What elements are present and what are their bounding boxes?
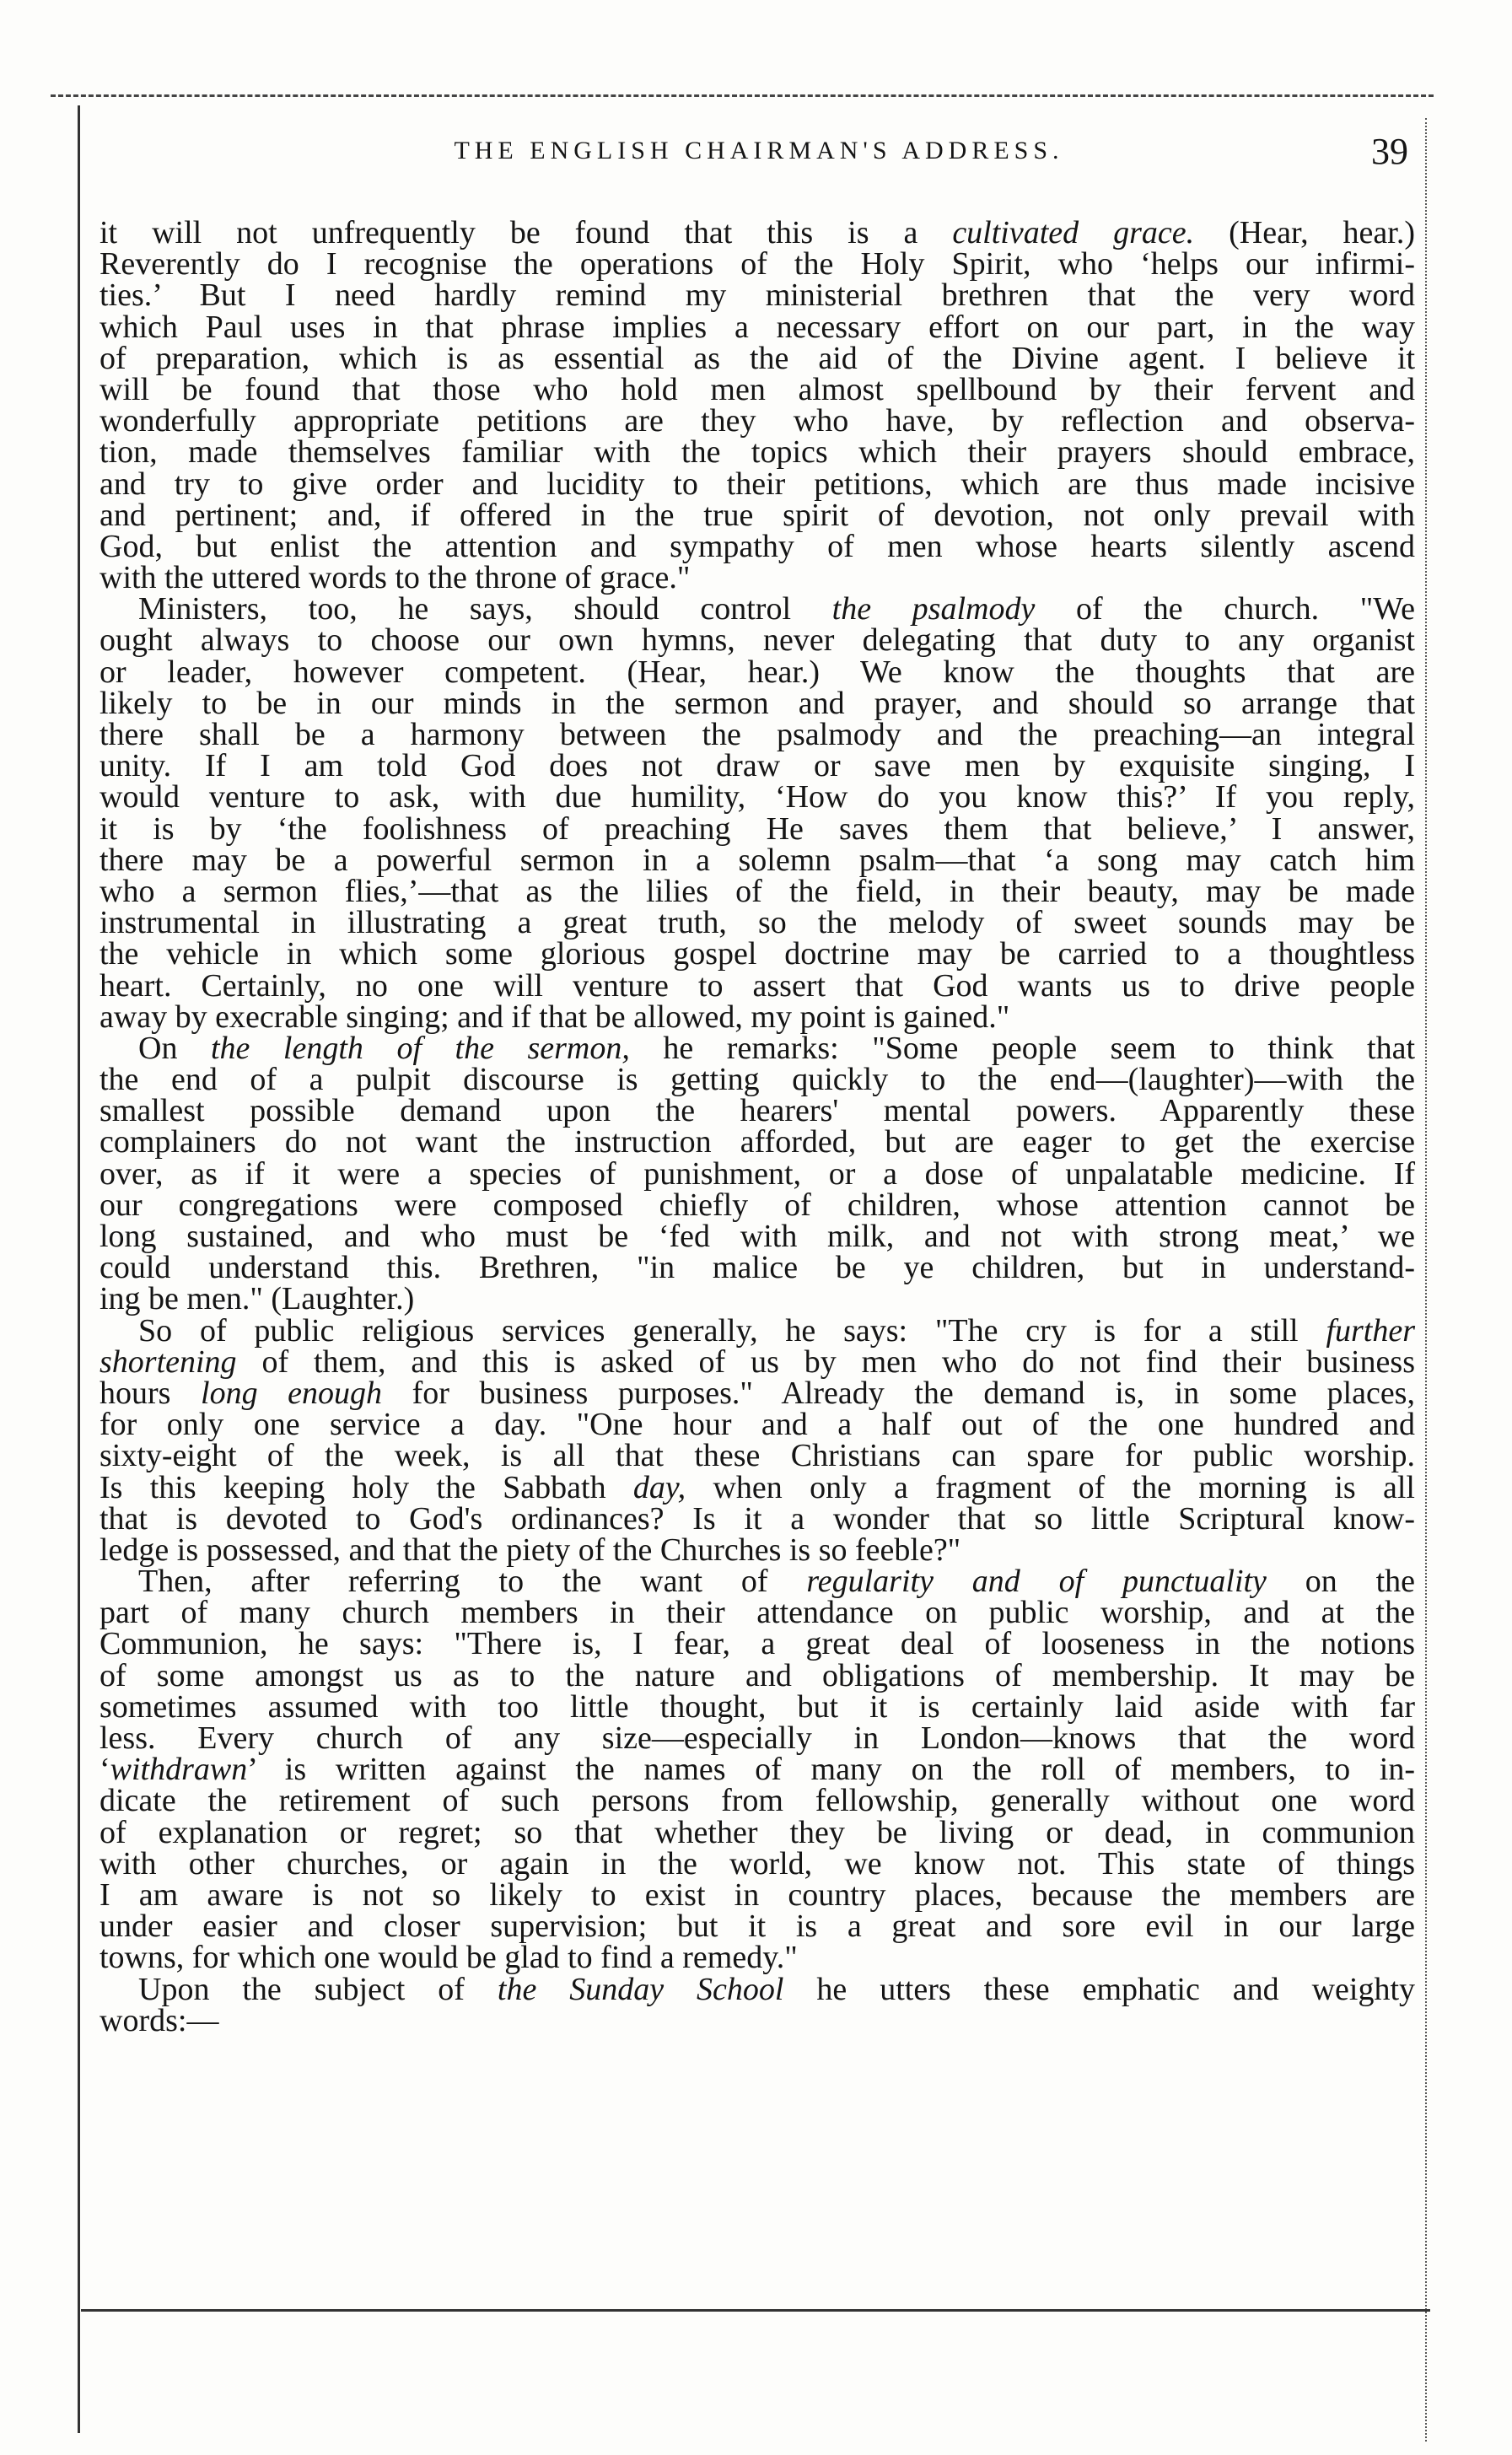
text-run: words:— <box>100 2002 219 2038</box>
text-line <box>100 1876 1415 1913</box>
text-run: away by execrable singing; and if that be allowed, my point is gained." <box>100 999 1010 1035</box>
text-run: would venture to ask, with due humility, ‘How do you know this?’ If you reply, <box>100 779 1415 816</box>
text-line <box>100 309 1415 345</box>
text-line <box>100 1343 1415 1380</box>
top-border-rule <box>51 94 1434 97</box>
text-line <box>100 1030 1415 1066</box>
text-line <box>100 654 1415 690</box>
italic-text: regularity and of punctuality <box>806 1564 1267 1600</box>
text-run: sometimes assumed with too little thought, but it is certainly laid aside with far <box>100 1688 1415 1725</box>
text-line <box>100 277 1415 314</box>
text-line <box>100 1440 1415 1472</box>
text-run: God, but enlist the attention and sympathy of men whose hearts silently ascend <box>100 528 1415 564</box>
text-line <box>100 1785 1415 1817</box>
text-line <box>100 1312 1415 1349</box>
text-run: I am aware is not so likely to exist in country places, because the members are <box>100 1876 1415 1913</box>
text-line <box>100 1500 1415 1537</box>
text-line <box>100 719 1415 751</box>
bottom-border-rule <box>81 2309 1430 2312</box>
text-run: our congregations were composed chiefly of children, whose attention cannot be <box>100 1187 1415 1223</box>
text-run: he utters these emphatic and weighty <box>783 1971 1416 2007</box>
text-line <box>100 1720 1415 1756</box>
text-run: he remarks: "Some people seem to think that <box>629 1030 1415 1066</box>
text-line <box>100 622 1415 659</box>
text-run: for only one service a day. "One hour and a half out of the one hundred and <box>100 1407 1415 1443</box>
left-border-rule <box>78 105 80 2433</box>
italic-text: further <box>1326 1312 1415 1349</box>
text-line <box>100 1626 1415 1662</box>
text-run: will be found that those who hold men almost spellbound by their fervent and <box>100 371 1415 407</box>
italic-text: the psalmody <box>831 591 1036 627</box>
text-line <box>100 1940 1415 1976</box>
text-run: Communion, he says: "There is, I fear, a great deal of looseness in the notions <box>100 1626 1415 1662</box>
text-run: of some amongst us as to the nature and obligations of membership. It may be <box>100 1657 1415 1693</box>
text-line <box>100 215 1415 250</box>
text-line <box>100 560 1415 596</box>
page-number: 39 <box>1371 131 1408 172</box>
text-run: with the uttered words to the throne of grace." <box>100 560 691 596</box>
text-run: wonderfully appropriate petitions are they who have, by reflection and observa- <box>100 403 1415 439</box>
text-run: sixty-eight of the week, is all that these Christians can spare for public worship. <box>100 1438 1415 1474</box>
text-run: long sustained, and who must be ‘fed with milk, and not with strong meat,’ we <box>100 1219 1415 1254</box>
text-line <box>100 1564 1415 1600</box>
right-border-rule <box>1425 118 1427 2442</box>
text-line <box>100 810 1415 847</box>
text-run: On <box>138 1030 211 1066</box>
text-run: it is by ‘the foolishness of preaching He saves them that believe,’ I answer, <box>100 810 1415 847</box>
text-line <box>100 685 1415 721</box>
text-run: unity. If I am told God does not draw or save men by exquisite singing, I <box>100 748 1415 784</box>
text-line <box>100 748 1415 784</box>
text-run: with other churches, or again in the world, we know not. This state of things <box>100 1845 1415 1882</box>
text-line <box>100 371 1415 407</box>
text-line <box>100 1124 1415 1160</box>
text-line <box>100 936 1415 972</box>
text-run: less. Every church of any size—especially in London—knows that the word <box>100 1720 1415 1756</box>
text-run: heart. Certainly, no one will venture to assert that God wants us to drive people <box>100 967 1415 1004</box>
italic-text: withdrawn <box>110 1752 248 1788</box>
article-body <box>100 215 1416 2038</box>
page-header <box>101 131 1417 179</box>
text-run: of preparation, which is as essential as the aid of the Divine agent. I believe it <box>100 340 1415 376</box>
text-run: there shall be a harmony between the psalmody and the preaching—an integral <box>100 717 1415 752</box>
italic-text: cultivated grace. <box>952 215 1195 250</box>
italic-text: day, <box>632 1469 686 1505</box>
text-line <box>100 1657 1415 1693</box>
italic-text: long enough <box>201 1375 383 1411</box>
text-run: and pertinent; and, if offered in the true spirit of devotion, not only prevail with <box>100 497 1415 533</box>
text-line <box>100 591 1415 627</box>
text-run: instrumental in illustrating a great truth, so the melody of sweet sounds may be <box>100 905 1415 941</box>
text-run: (Hear, hear.) <box>1194 215 1415 250</box>
italic-text: shortening <box>100 1343 237 1380</box>
text-run: could understand this. Brethren, "in malice be ye children, but in understand- <box>100 1250 1415 1286</box>
text-run: ing be men." (Laughter.) <box>100 1281 415 1317</box>
text-line <box>100 1281 1415 1317</box>
text-run: Upon the subject of <box>138 1971 498 2007</box>
text-line <box>100 1597 1415 1629</box>
text-line <box>100 1814 1415 1850</box>
text-run: likely to be in our minds in the sermon and prayer, and should so arrange that <box>100 685 1415 721</box>
text-run: or leader, however competent. (Hear, hear.) We know the thoughts that are <box>100 654 1415 690</box>
text-run: who a sermon flies,’—that as the lilies of the field, in their beauty, may be made <box>100 873 1415 909</box>
text-run: which Paul uses in that phrase implies a necessary effort on our part, in the way <box>100 309 1415 345</box>
text-line <box>100 497 1415 533</box>
text-line <box>100 1093 1415 1129</box>
text-run: under easier and closer supervision; but it is a great and sore evil in our large <box>100 1909 1415 1945</box>
text-run: So of public religious services generally, he says: "The cry is for a still <box>138 1312 1326 1349</box>
text-run: of explanation or regret; so that whether they be living or dead, in communion <box>100 1814 1415 1850</box>
text-run: the end of a pulpit discourse is getting quickly to the end—(laughter)—with the <box>100 1062 1415 1098</box>
text-line <box>100 779 1415 816</box>
text-line <box>100 466 1415 502</box>
text-line <box>100 1845 1415 1882</box>
text-line <box>100 873 1415 909</box>
text-run: dicate the retirement of such persons from fellowship, generally without one word <box>100 1783 1415 1819</box>
text-line <box>100 1252 1415 1284</box>
text-run: towns, for which one would be glad to find a remedy." <box>100 1940 798 1976</box>
text-run: smallest possible demand upon the hearers' mental powers. Apparently these <box>100 1093 1415 1129</box>
text-line <box>100 1752 1415 1788</box>
text-line <box>100 403 1415 439</box>
text-run: tion, made themselves familiar with the topics which their prayers should embrace, <box>100 434 1415 471</box>
italic-text: the length of the sermon, <box>210 1030 630 1066</box>
text-run: complainers do not want the instruction afforded, but are eager to get the exercise <box>100 1124 1415 1160</box>
text-run: Is this keeping holy the Sabbath <box>100 1469 633 1505</box>
text-line <box>100 1971 1416 2007</box>
text-line <box>100 2002 1415 2038</box>
text-run: Ministers, too, he says, should control <box>138 591 832 627</box>
text-run: ought always to choose our own hymns, never delegating that duty to any organist <box>100 622 1415 659</box>
text-run: ’ is written against the names of many on the roll of members, to in- <box>247 1752 1415 1788</box>
text-line <box>100 1221 1415 1252</box>
text-line <box>100 1187 1415 1223</box>
running-title: THE ENGLISH CHAIRMAN'S ADDRESS. <box>454 137 1064 164</box>
text-run: the vehicle in which some glorious gospel doctrine may be carried to a thoughtless <box>100 936 1415 972</box>
text-line <box>100 434 1415 471</box>
italic-text: the Sunday School <box>497 1971 784 2007</box>
text-run: over, as if it were a species of punishment, or a dose of unpalatable medicine. If <box>100 1155 1415 1192</box>
text-run: ties.’ But I need hardly remind my ministerial brethren that the very word <box>100 277 1415 314</box>
text-line <box>100 967 1415 1004</box>
text-run: and try to give order and lucidity to their petitions, which are thus made incisive <box>100 466 1415 502</box>
text-line <box>100 1155 1415 1192</box>
text-line <box>100 528 1415 564</box>
text-line <box>100 1469 1415 1505</box>
text-run: there may be a powerful sermon in a solemn psalm—that ‘a song may catch him <box>100 842 1415 878</box>
text-run: for business purposes." Already the demand is, in some places, <box>382 1375 1415 1411</box>
text-line <box>100 246 1415 283</box>
text-line <box>100 1064 1415 1096</box>
text-line <box>100 1688 1415 1725</box>
text-run: of them, and this is asked of us by men who do not find their business <box>236 1343 1415 1380</box>
text-line <box>100 842 1415 878</box>
text-line <box>100 1375 1415 1411</box>
text-line <box>100 999 1415 1035</box>
text-run: ledge is possessed, and that the piety of the Churches is so feeble?" <box>100 1532 961 1568</box>
text-line <box>100 1532 1415 1568</box>
text-line <box>100 1909 1415 1945</box>
text-line <box>100 340 1415 376</box>
text-line <box>100 907 1415 939</box>
text-run: Reverently do I recognise the operations of the Holy Spirit, who ‘helps our infirmi- <box>100 246 1415 283</box>
text-run: that is devoted to God's ordinances? Is it a wonder that so little Scriptural know- <box>100 1500 1415 1537</box>
text-line <box>100 1407 1415 1443</box>
text-run: ‘ <box>100 1752 110 1788</box>
text-run: of the church. "We <box>1035 591 1415 627</box>
text-run: Then, after referring to the want of <box>138 1564 807 1600</box>
text-run: when only a fragment of the morning is all <box>686 1469 1415 1505</box>
text-run: it will not unfrequently be found that this is a <box>100 215 953 250</box>
text-run: on the <box>1266 1564 1415 1600</box>
text-run: hours <box>100 1375 202 1411</box>
text-run: part of many church members in their attendance on public worship, and at the <box>100 1595 1415 1631</box>
